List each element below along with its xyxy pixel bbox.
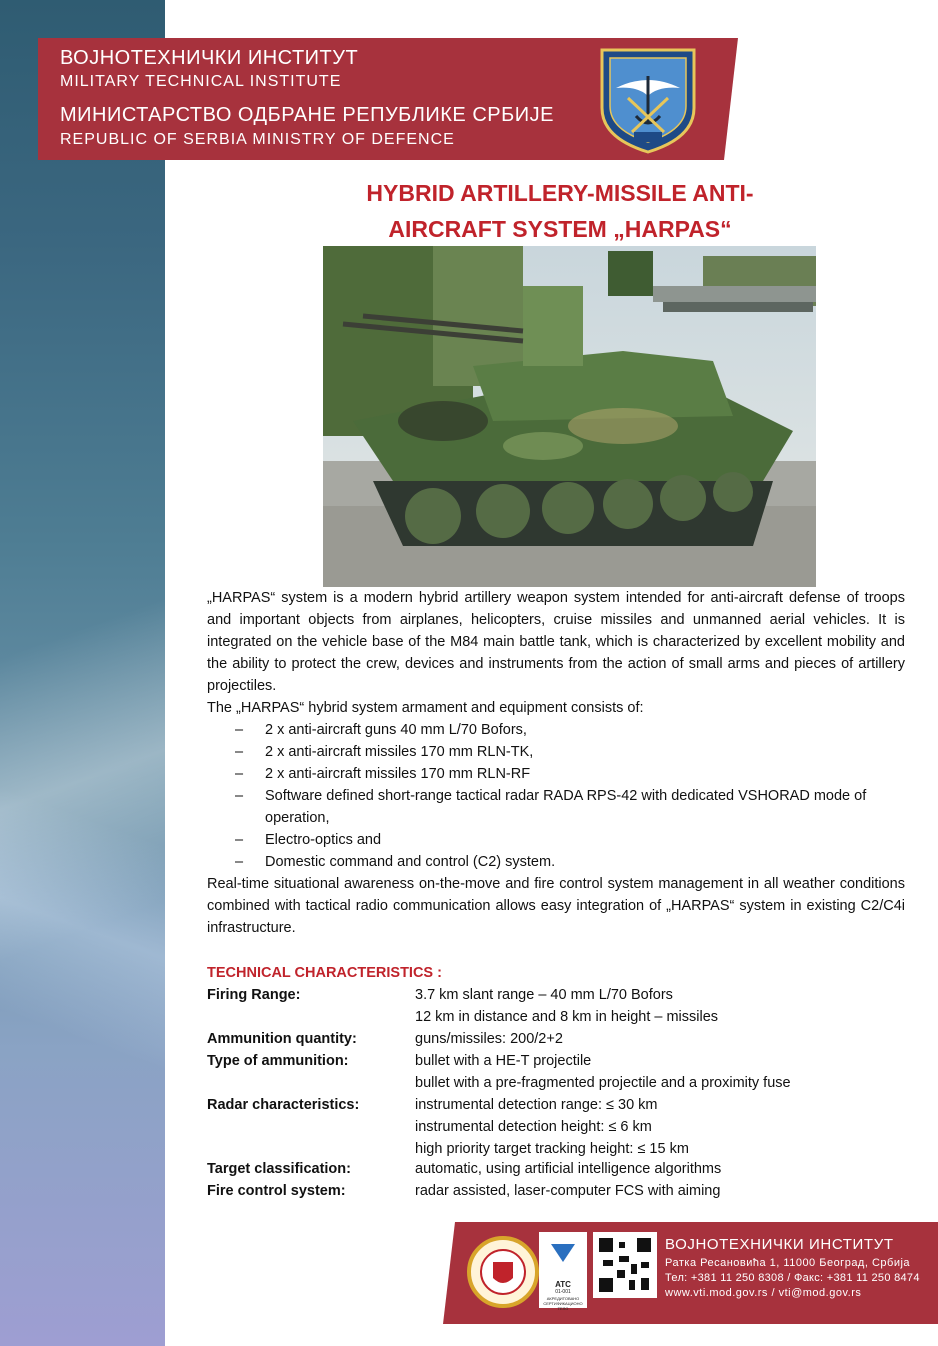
decorative-sidebar [0,0,165,1346]
spec-value: instrumental detection range: ≤ 30 km [415,1097,658,1113]
list-dash: – [235,744,244,760]
list-dash: – [235,832,244,848]
spec-value: guns/missiles: 200/2+2 [415,1031,563,1047]
header-ministry-english: REPUBLIC OF SERBIA MINISTRY OF DEFENCE [60,131,455,148]
summary-paragraph: Real-time situational awareness on-the-move and fire control system management in all weather conditions combined with tactical radio communication allows easy integration of „HARPAS“ system in existing C2/C4i infrastructure. [207,876,905,936]
armament-intro: The „HARPAS“ hybrid system armament and equipment consists of: [207,700,644,716]
spec-label: Radar characteristics: [207,1097,360,1113]
list-dash: – [235,854,244,870]
header-institute-english: MILITARY TECHNICAL INSTITUTE [60,73,342,90]
list-dash: – [235,788,244,804]
atc-label: ATC [555,1280,571,1289]
list-item: – 2 x anti-aircraft missiles 170 mm RLN-RF [207,763,905,785]
footer-address: Ратка Ресановића 1, 11000 Београд, Србија [665,1257,911,1269]
sidebar-light-ray [0,650,165,1150]
technical-characteristics-heading: TECHNICAL CHARACTERISTICS : [207,965,442,981]
list-dash: – [235,766,244,782]
harpas-vehicle-photo [323,246,816,587]
spec-label: Target classification: [207,1161,351,1177]
spec-label: Ammunition quantity: [207,1031,357,1047]
header-ministry-cyrillic: МИНИСТАРСТВО ОДБРАНЕ РЕПУБЛИКЕ СРБИЈЕ [60,104,554,126]
footer-phones: Тел: +381 11 250 8308 / Факс: +381 11 250 8474 [665,1272,920,1284]
intro-paragraph: „HARPAS“ system is a modern hybrid artillery weapon system intended for anti-aircraft defense of troops and important objects from airplanes, helicopters, cruise missiles and unmanned aerial vehicles. It is integrated on the vehicle base of the M84 main battle tank, which is characterized by excellent mobility and the ability to protect the crew, devices and instruments from the action of small arms and pieces of artillery projectiles. [207,590,905,694]
header-banner [38,38,738,160]
spec-value: high priority target tracking height: ≤ 15 km [415,1141,689,1157]
list-item: – Electro-optics and [207,829,905,851]
header-institute-cyrillic: ВОЈНОТЕХНИЧКИ ИНСТИТУТ [60,47,359,69]
spec-value: 12 km in distance and 8 km in height – missiles [415,1009,719,1025]
title-line-1: HYBRID ARTILLERY-MISSILE ANTI- [366,180,754,206]
description-body [207,587,905,939]
institute-emblem-icon [598,46,698,154]
spec-label: Firing Range: [207,987,301,1003]
spec-value: bullet with a HE-T projectile [415,1053,592,1069]
atc-text: АКРЕДИТОВАНО СЕРТИФИКАЦИОНО ТЕЛО [543,1296,583,1311]
footer-web-email: www.vti.mod.gov.rs / vti@mod.gov.rs [665,1287,862,1299]
spec-value: radar assisted, laser-computer FCS with aiming [415,1183,721,1199]
footer-institute-name: ВОЈНОТЕХНИЧКИ ИНСТИТУТ [665,1236,894,1253]
atc-code: 01-001 [555,1289,571,1295]
spec-label: Fire control system: [207,1183,346,1199]
armament-list [207,719,905,873]
spec-value: bullet with a pre-fragmented projectile and a proximity fuse [415,1075,791,1091]
list-item: – 2 x anti-aircraft guns 40 mm L/70 Bofors, [207,719,905,741]
list-dash: – [235,722,244,738]
spec-value: 3.7 km slant range – 40 mm L/70 Bofors [415,987,673,1003]
spec-value: instrumental detection height: ≤ 6 km [415,1119,652,1135]
list-item: – Domestic command and control (C2) system. [207,851,905,873]
list-item: – 2 x anti-aircraft missiles 170 mm RLN-TK, [207,741,905,763]
spec-value: automatic, using artificial intelligence algorithms [415,1161,722,1177]
list-item: – Software defined short-range tactical radar RADA RPS-42 with dedicated VSHORAD mode of operation, [207,785,905,829]
title-line-2: AIRCRAFT SYSTEM „HARPAS“ [388,216,732,242]
footer-banner [443,1222,938,1324]
spec-label: Type of ammunition: [207,1053,349,1069]
page-title [300,175,820,247]
